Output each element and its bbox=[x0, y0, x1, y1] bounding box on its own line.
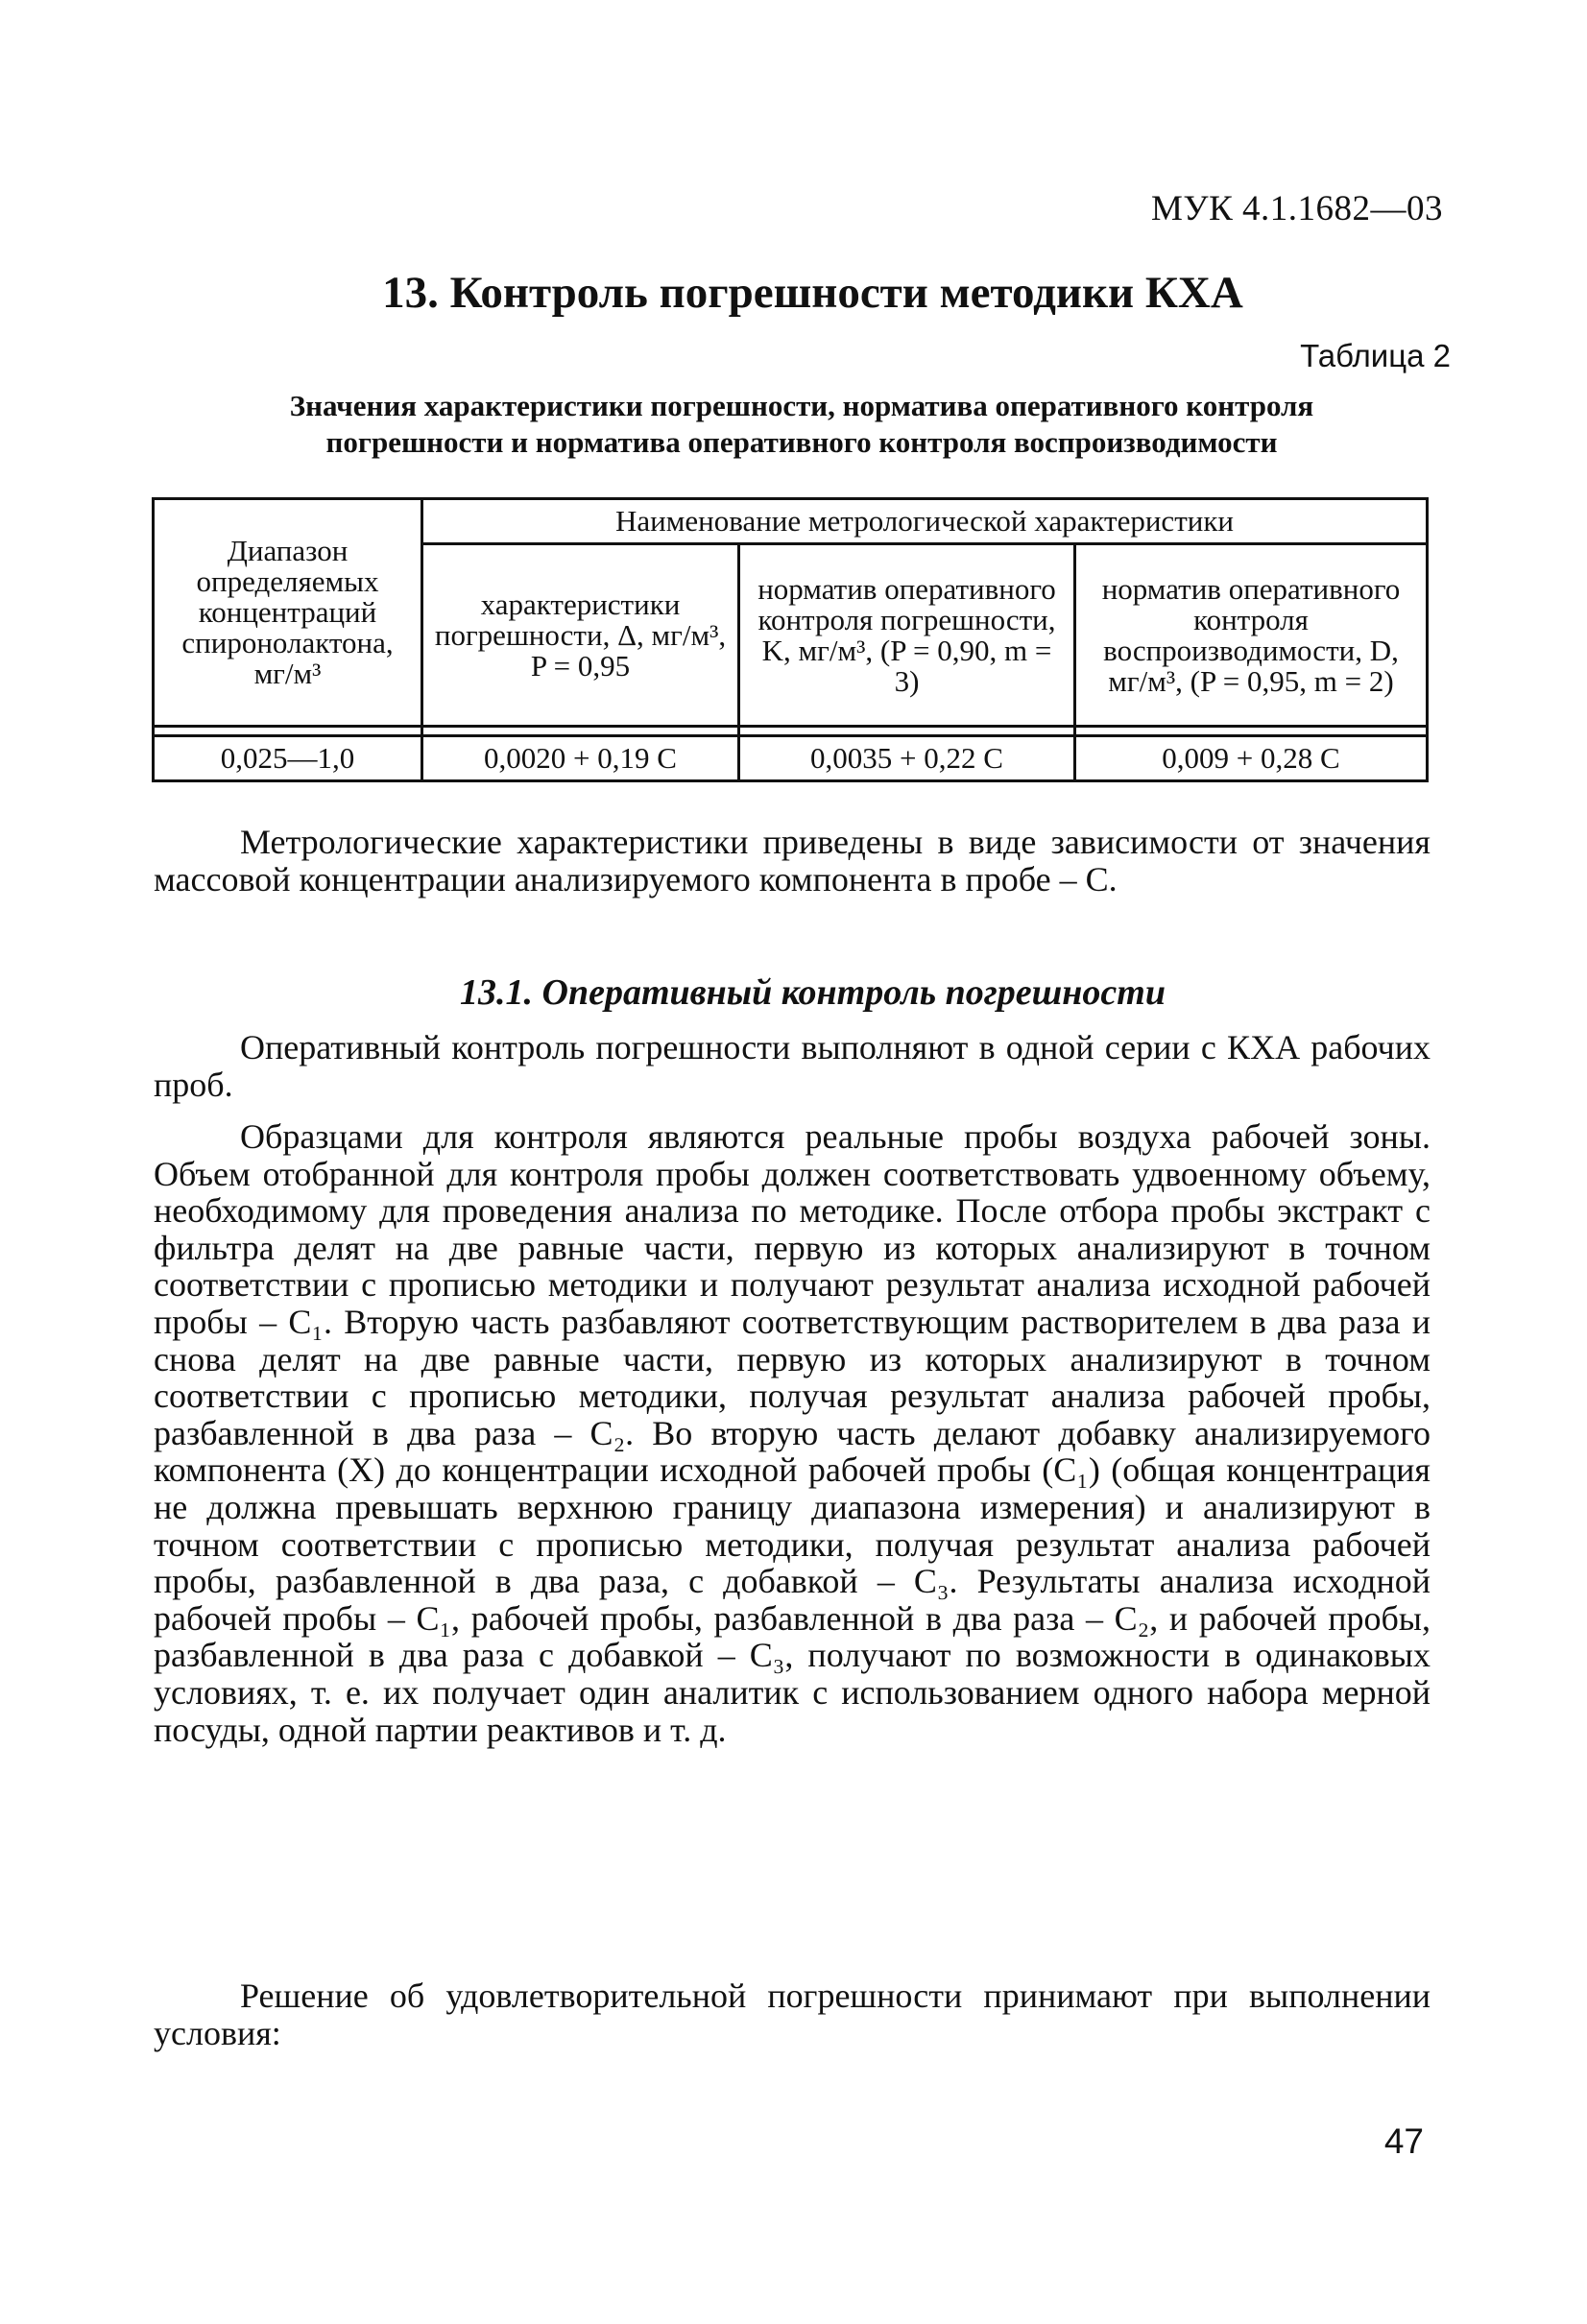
header-group: Наименование метрологической характеристики bbox=[422, 499, 1428, 544]
section-title: 13. Контроль погрешности методики КХА bbox=[382, 268, 1243, 318]
header-reproducibility-norm: норматив оперативного контроля воспроизводимости, D, мг/м³, (P = 0,95, m = 2) bbox=[1075, 544, 1428, 727]
paragraph-operative-control: Оперативный контроль погрешности выполняют в одной серии с КХА рабочих проб. bbox=[154, 1028, 1431, 1104]
table-label: Таблица 2 bbox=[1300, 338, 1451, 373]
table-caption bbox=[154, 388, 1450, 461]
metrology-table bbox=[152, 497, 1429, 782]
header-control-norm: норматив оперативного контроля погрешности, K, мг/м³, (P = 0,90, m = 3) bbox=[739, 544, 1075, 727]
table-row bbox=[154, 736, 1428, 781]
cell-error: 0,0020 + 0,19 C bbox=[422, 736, 739, 781]
cell-range: 0,025—1,0 bbox=[154, 736, 422, 781]
table-caption-line1: Значения характеристики погрешности, норматива оперативного контроля bbox=[289, 389, 1314, 422]
header-range: Диапазон определяемых концентраций спиронолактона, мг/м³ bbox=[154, 499, 422, 727]
paragraph-metrology: Метрологические характеристики приведены в виде зависимости от значения массовой концентрации анализируемого компонента в пробе – C. bbox=[154, 823, 1431, 898]
page-number: 47 bbox=[1383, 2121, 1424, 2161]
table-header-row bbox=[154, 499, 1428, 544]
cell-repro: 0,009 + 0,28 C bbox=[1075, 736, 1428, 781]
paragraph-control-samples: Образцами для контроля являются реальные пробы воздуха рабочей зоны. Объем отобранной для контроля пробы должен соответствовать удвоенному объему, необходимому для проведения анализа по методике. После отбора пробы экстракт с фильтра делят на две равные части, первую из которых анализируют в точном соответствии с прописью методики и получают результат анализа исходной рабочей пробы – C₁. Вторую часть разбавляют соответствующим растворителем в два раза и снова делят на две равные части, первую из которых анализируют в точном соответствии с прописью методики, получая результат анализа рабочей пробы, разбавленной в два раза – C₂. Во вторую часть делают добавку анализируемого компонента (X) до концентрации исходной рабочей пробы (C₁) (общая концентрация не должна превышать верхнюю границу диапазона измерения) и анализируют в точном соответствии с прописью методики, получая результат анализа рабочей пробы, разбавленной в два раза, с добавкой – C₃. Результаты анализа исходной рабочей пробы – C₁, рабочей пробы, разбавленной в два раза – C₂, и рабочей пробы, разбавленной в два раза с добавкой – C₃, получают по возможности в одинаковых условиях, т. е. их получает один аналитик с использованием одного набора мерной посуды, одной партии реактивов и т. д. bbox=[154, 1117, 1431, 1749]
table-caption-line2: погрешности и норматива оперативного контроля воспроизводимости bbox=[325, 425, 1278, 459]
cell-control: 0,0035 + 0,22 C bbox=[739, 736, 1075, 781]
table-spacer bbox=[154, 727, 1428, 736]
paragraph-decision: Решение об удовлетворительной погрешности принимают при выполнении условия: bbox=[154, 1977, 1431, 2052]
subsection-title: 13.1. Оперативный контроль погрешности bbox=[460, 972, 1166, 1013]
header-error-characteristic: характеристики погрешности, Δ, мг/м³, P = 0,95 bbox=[422, 544, 739, 727]
document-code: МУК 4.1.1682—03 bbox=[1150, 189, 1443, 228]
